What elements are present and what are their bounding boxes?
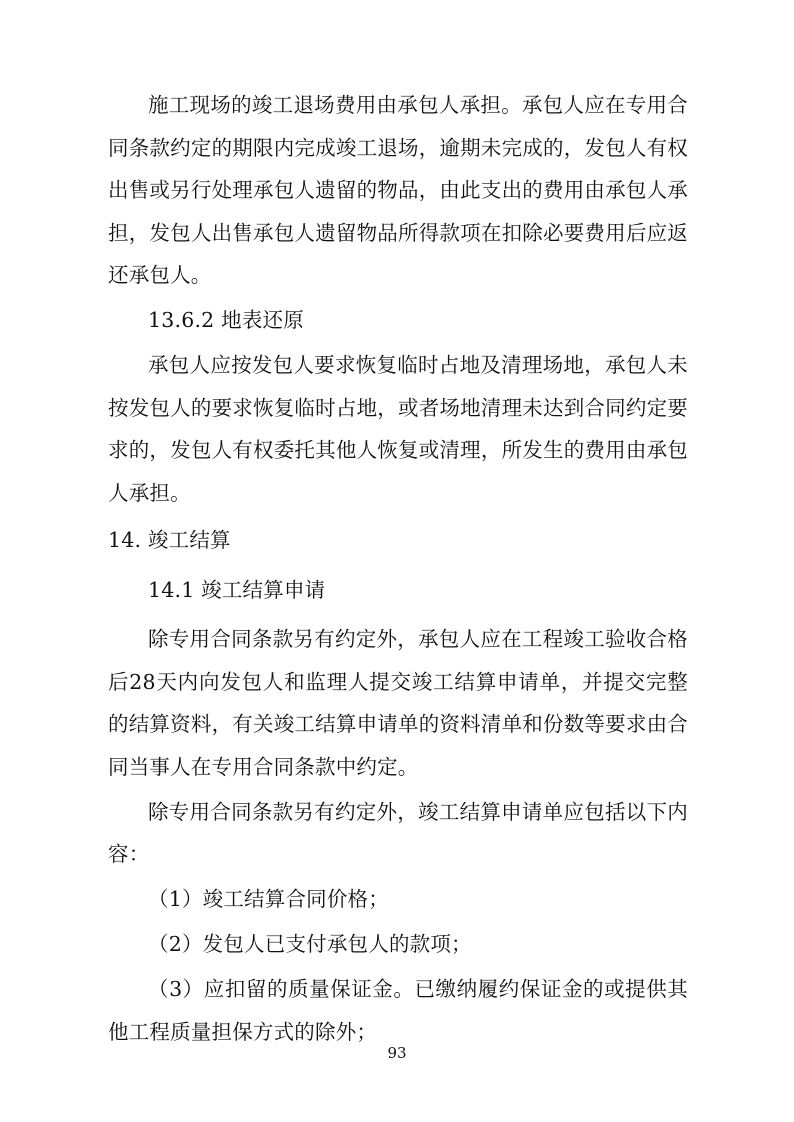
page-number: 93	[387, 1044, 407, 1062]
document-body	[108, 84, 688, 1056]
paragraph-site-clearance-cost: 施工现场的竣工退场费用由承包人承担。承包人应在专用合同条款约定的期限内完成竣工退场，逾期未完成的，发包人有权出售或另行处理承包人遗留的物品，由此支出的费用由承包人承担，发包人出售承包人遗留物品所得款项在扣除必要费用后应返还承包人。	[108, 93, 688, 287]
list-item: （3）应扣留的质量保证金。已缴纳履约保证金的或提供其他工程质量担保方式的除外；	[108, 977, 688, 1044]
paragraph-ground-restoration: 承包人应按发包人要求恢复临时占地及清理场地，承包人未按发包人的要求恢复临时占地，或者场地清理未达到合同约定要求的，发包人有权委托其他人恢复或清理，所发生的费用由承包人承担。	[108, 353, 688, 505]
section-heading-14-1: 14.1 竣工结算申请	[148, 577, 326, 602]
section-heading-14: 14. 竣工结算	[108, 528, 231, 552]
list-item: （1）竣工结算合同价格；	[148, 887, 389, 911]
list-item: （2）发包人已支付承包人的款项；	[148, 932, 472, 956]
paragraph-settlement-contents: 除专用合同条款另有约定外，竣工结算申请单应包括以下内容：	[108, 799, 688, 866]
paragraph-settlement-application: 除专用合同条款另有约定外，承包人应在工程竣工验收合格后28天内向发包人和监理人提交竣工结算申请单，并提交完整的结算资料，有关竣工结算申请单的资料清单和份数等要求由合同当事人在专用合同条款中约定。	[108, 627, 688, 779]
section-heading-13-6-2: 13.6.2 地表还原	[148, 308, 304, 332]
